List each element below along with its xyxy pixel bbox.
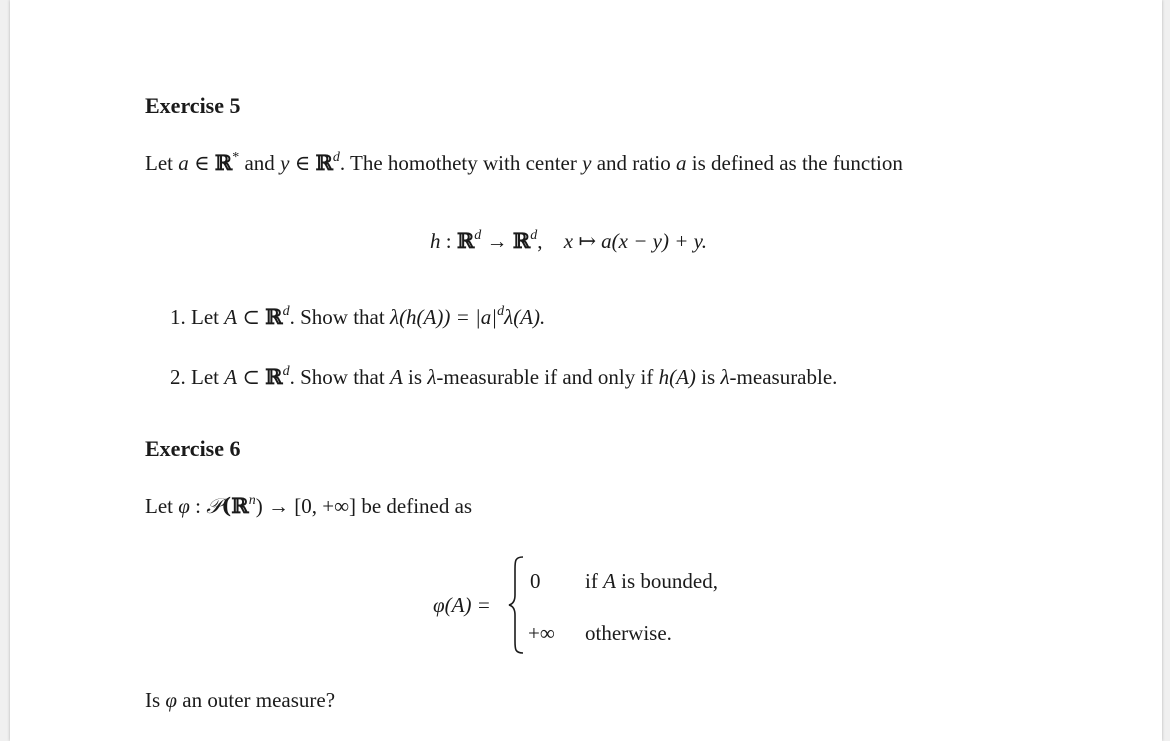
item-2-hA: h(A) <box>658 365 696 389</box>
cases-brace-icon <box>507 555 527 655</box>
item-2-lambda-2: λ <box>720 365 730 389</box>
item-2-subset: ⊂ <box>242 365 260 389</box>
ex6-defined-as: be defined as <box>361 494 473 518</box>
item-1-subset: ⊂ <box>242 305 260 329</box>
phi-definition-lhs <box>433 593 491 618</box>
intro-exponent-d: d <box>332 150 340 165</box>
item-2-number: 2. <box>170 365 186 389</box>
item-2-lambda: λ <box>427 365 437 389</box>
exercise-5-item-1 <box>170 304 545 330</box>
case-2-condition: otherwise. <box>585 621 672 645</box>
formula-exp-d-2: d <box>530 228 538 243</box>
exercise-5-item-2 <box>170 364 837 390</box>
intro-and: and <box>244 151 275 175</box>
formula-reals-2: ℝ <box>512 228 531 253</box>
item-1-equation-left: λ(h(A)) = |a| <box>389 305 498 329</box>
formula-comma: , <box>537 229 543 253</box>
homothety-formula <box>430 228 707 254</box>
question-rest: an outer measure? <box>182 688 336 712</box>
intro-rest-2: and ratio <box>596 151 671 175</box>
intro-var-y-2: y <box>582 151 592 175</box>
item-2-measurable-end: -measurable. <box>729 365 838 389</box>
formula-arrow: → <box>481 229 513 253</box>
item-2-var-A: A <box>224 365 238 389</box>
case-1-condition <box>585 569 718 594</box>
case-2-value: +∞ <box>528 621 555 645</box>
exercise-6-question <box>145 688 335 713</box>
question-is: Is <box>145 688 161 712</box>
item-2-var-A-2: A <box>389 365 403 389</box>
item-1-let: Let <box>191 305 219 329</box>
case-1-if: if <box>585 569 598 593</box>
ex6-colon: : <box>189 494 207 518</box>
intro-var-y: y <box>280 151 290 175</box>
intro-in-symbol-2: ∈ <box>294 151 311 175</box>
formula-mapping: x ↦ a(x − y) + y. <box>563 229 708 253</box>
exercise-5-heading: Exercise 5 <box>145 93 241 118</box>
intro-in-symbol: ∈ <box>193 151 210 175</box>
document-page <box>10 0 1162 741</box>
item-1-reals: ℝ <box>265 304 283 329</box>
item-2-is: is <box>408 365 423 389</box>
item-1-var-A: A <box>224 305 238 329</box>
exercise-6-intro <box>145 493 472 519</box>
item-1-equation-right: λ(A). <box>504 305 546 329</box>
item-1-exp-d: d <box>282 304 290 319</box>
intro-var-a: a <box>178 151 189 175</box>
item-2-measurable-iff: -measurable if and only if <box>436 365 654 389</box>
formula-reals-1: ℝ <box>456 228 475 253</box>
ex6-powerset: 𝒫 <box>206 494 222 518</box>
formula-exp-d-1: d <box>474 228 482 243</box>
intro-rest-3: is defined as the function <box>691 151 903 175</box>
intro-star: * <box>232 150 240 165</box>
item-2-is-2: is <box>701 365 716 389</box>
item-2-show: . Show that <box>289 365 385 389</box>
ex6-exp-n: n <box>248 493 256 508</box>
formula-colon: : <box>440 229 457 253</box>
item-2-let: Let <box>191 365 219 389</box>
phi-lhs-text: φ(A) = <box>433 593 491 617</box>
item-1-number: 1. <box>170 305 186 329</box>
ex6-reals-open: (ℝ <box>221 493 249 518</box>
ex6-let: Let <box>145 494 173 518</box>
intro-let: Let <box>145 151 173 175</box>
intro-var-a-2: a <box>676 151 687 175</box>
intro-rest-1: . The homothety with center <box>339 151 577 175</box>
ex6-reals-close: ) <box>255 494 263 518</box>
ex6-phi: φ <box>178 494 190 518</box>
exercise-6-heading: Exercise 6 <box>145 436 241 461</box>
exercise-5-intro <box>145 150 903 176</box>
item-1-show: . Show that <box>289 305 385 329</box>
question-phi: φ <box>165 688 178 712</box>
case-1-var-A: A <box>603 569 616 593</box>
ex6-codomain: → [0, +∞] <box>262 494 357 518</box>
formula-h: h <box>430 229 441 253</box>
item-1-equation-exp: d <box>497 304 505 319</box>
case-1-value: 0 <box>530 569 541 593</box>
intro-reals-2: ℝ <box>315 150 333 175</box>
intro-reals: ℝ <box>214 150 233 175</box>
item-2-reals: ℝ <box>265 364 283 389</box>
case-1-bounded: is bounded, <box>621 569 718 593</box>
item-2-exp-d: d <box>282 364 290 379</box>
